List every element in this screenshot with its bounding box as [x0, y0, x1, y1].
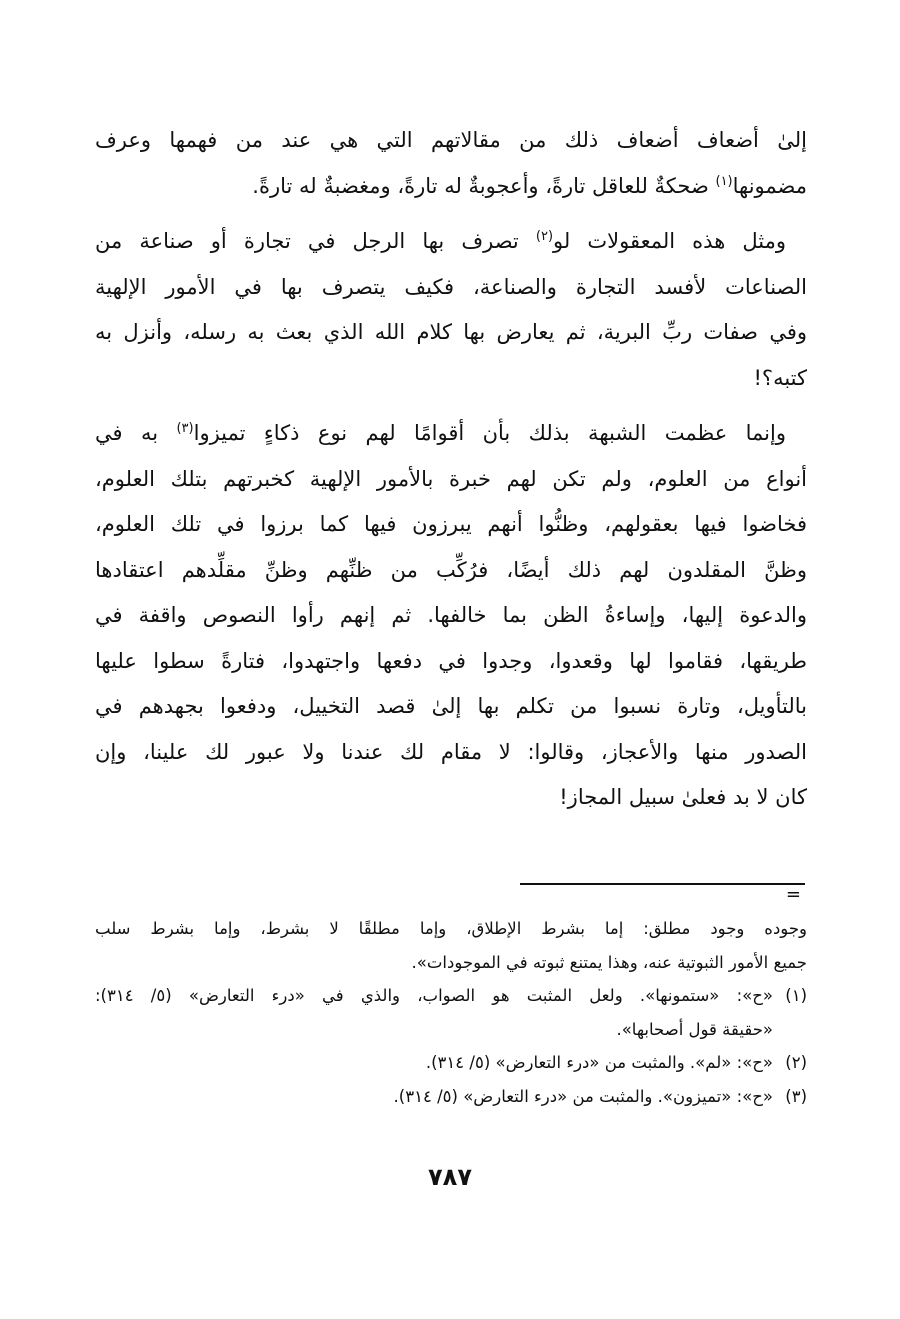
text-line: فخاضوا فيها بعقولهم، وظنُّوا أنهم يبرزون فيها كما برزوا في تلك العلوم،	[95, 512, 807, 536]
footnote-item	[95, 1080, 807, 1114]
paragraph-2	[95, 219, 807, 401]
text-fragment: مضمونها	[732, 173, 807, 198]
footnote-line: «حقيقة قول أصحابها».	[616, 1019, 773, 1039]
paragraph-1	[95, 118, 807, 209]
text-line: كتبه؟!	[753, 365, 807, 390]
text-line: إلىٰ أضعاف أضعاف ذلك من مقالاتهم التي هي عند من فهمها وعرف	[95, 128, 807, 152]
footnote-divider	[520, 883, 805, 885]
text-line: وظنَّ المقلدون لهم ذلك أيضًا، فرُكِّب من ظنِّهم وظنِّ مقلِّدهم اعتقادها	[95, 557, 807, 582]
page-number: ٧٨٧	[428, 1163, 472, 1191]
footnote-line: «ح»: «تميزون». والمثبت من «درء التعارض» (٥/ ٣١٤).	[393, 1086, 773, 1106]
footnote-item	[95, 1046, 807, 1080]
text-line: بالتأويل، وتارة نسبوا من تكلم بها إلىٰ قصد التخييل، ودفعوا بجهدهم في	[95, 694, 807, 718]
footnote-number: (٢)	[785, 1053, 807, 1072]
text-fragment: به في	[95, 421, 159, 445]
text-line: وفي صفات ربِّ البرية، ثم يعارض بها كلام الله الذي بعث به رسله، وأنزل به	[95, 320, 807, 344]
footnote-number: (٣)	[785, 1086, 807, 1106]
footnote-line: وجوده وجود مطلق: إما بشرط الإطلاق، وإما مطلقًا لا بشرط، وإما بشرط سلب	[95, 919, 807, 938]
text-line: طريقها، فقاموا لها وقعدوا، وجدوا في دفعها واجتهدوا، فتارةً سطوا عليها	[95, 648, 807, 673]
text-line: كان لا بد فعلىٰ سبيل المجاز!	[559, 785, 807, 809]
footnote-item	[95, 979, 807, 1046]
footnote-line: «ح»: «ستمونها». ولعل المثبت هو الصواب، والذي في «درء التعارض» (٥/ ٣١٤):	[95, 986, 773, 1005]
footnote-text	[95, 979, 773, 1046]
text-line: الصناعات لأفسد التجارة والصناعة، فكيف يتصرف بها في الأمور الإلهية	[95, 274, 807, 299]
footnote-text	[95, 1080, 773, 1114]
text-line	[95, 411, 807, 457]
footnotes	[95, 912, 807, 1113]
footnote-number: (١)	[785, 986, 807, 1005]
continuation-mark: =	[785, 884, 801, 905]
text-fragment: ضحكةٌ للعاقل تارةً، وأعجوبةٌ له تارةً، ومغضبةٌ له تارةً.	[252, 173, 709, 198]
paragraph-3	[95, 411, 807, 821]
text-line	[95, 219, 807, 265]
text-line: الصدور منها والأعجاز، وقالوا: لا مقام لك عندنا ولا عبور لك علينا، وإن	[95, 739, 807, 764]
text-fragment: تصرف بها الرجل في تجارة أو صناعة من	[95, 229, 519, 253]
text-line: أنواع من العلوم، ولم تكن لهم خبرة بالأمور الإلهية كخبرتهم بتلك العلوم،	[95, 466, 807, 491]
footnote-ref[interactable]: (٢)	[535, 229, 554, 244]
footnote-ref[interactable]: (١)	[715, 173, 733, 189]
main-text	[95, 118, 807, 821]
text-line: والدعوة إليها، وإساءةُ الظن بما خالفها. ثم إنهم رأوا النصوص واقفة في	[95, 603, 807, 627]
footnote-ref[interactable]: (٣)	[176, 421, 194, 436]
text-line	[95, 164, 807, 210]
text-fragment: ومثل هذه المعقولات لو	[553, 229, 786, 253]
text-fragment: وإنما عظمت الشبهة بذلك بأن أقوامًا لهم نوع ذكاءٍ تميزوا	[193, 421, 786, 445]
footnote-line: «ح»: «لم». والمثبت من «درء التعارض» (٥/ ٣١٤).	[425, 1053, 773, 1072]
footnote-line: جميع الأمور الثبوتية عنه، وهذا يمتنع ثبوته في الموجودات».	[411, 952, 807, 972]
footnote-continuation	[95, 912, 807, 979]
footnote-text	[95, 1046, 773, 1080]
